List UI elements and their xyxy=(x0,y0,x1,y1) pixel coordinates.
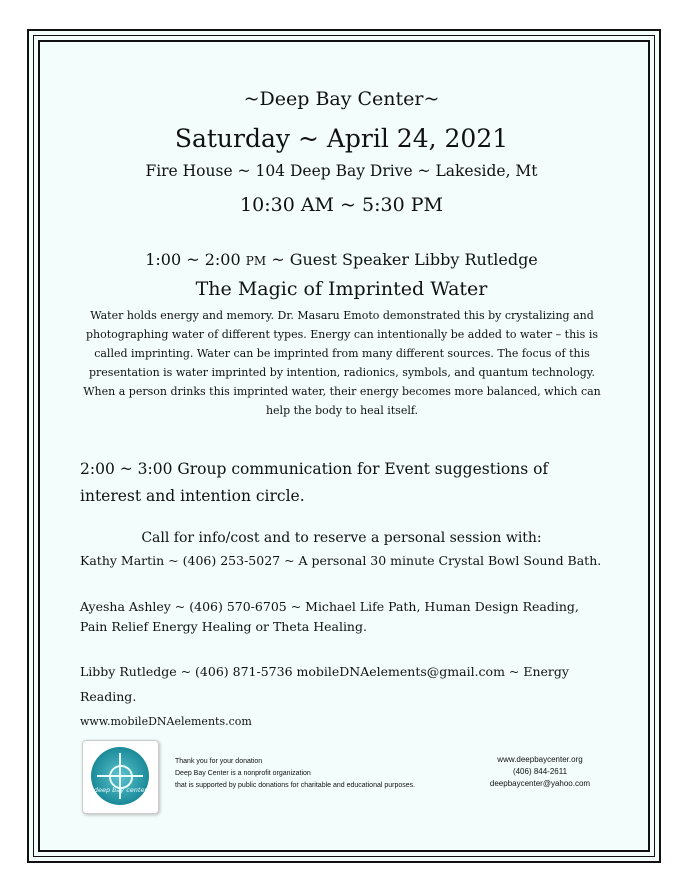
talk-time: 1:00 ~ 2:00 xyxy=(145,250,241,269)
talk-time-line xyxy=(0,250,683,269)
website-link[interactable]: www.deepbaycenter.org xyxy=(497,755,583,764)
deep-bay-center-logo xyxy=(82,740,159,814)
event-hours: 10:30 AM ~ 5:30 PM xyxy=(240,194,443,216)
call-to-reserve: Call for info/cost and to reserve a personal session with: xyxy=(141,530,542,546)
practitioner-kathy: Kathy Martin ~ (406) 253-5027 ~ A personal 30 minute Crystal Bowl Sound Bath. xyxy=(80,553,602,568)
practitioner-libby-website[interactable]: www.mobileDNAelements.com xyxy=(80,715,252,728)
group-session: 2:00 ~ 3:00 Group communication for Event suggestions of interest and intention circle. xyxy=(80,460,549,505)
contact-email[interactable]: deepbaycenter@yahoo.com xyxy=(489,779,591,788)
donation-note xyxy=(175,756,415,792)
talk-speaker: ~ Guest Speaker Libby Rutledge xyxy=(271,250,538,269)
contact-info xyxy=(470,754,610,790)
talk-description: Water holds energy and memory. Dr. Masaru Emoto demonstrated this by crystalizing and photographing water of different types. Energy can intentionally be added to water – this is called imprinting. Water can be imprinted from many different sources. The focus of this presentation is water imprinted by intention, radionics, symbols, and quantum technology. When a person drinks this imprinted water, their energy becomes more balanced, which can help the body to heal itself. xyxy=(83,309,601,417)
logo-disc xyxy=(91,747,149,805)
event-address: Fire House ~ 104 Deep Bay Drive ~ Lakeside, Mt xyxy=(145,162,538,180)
practitioner-ayesha: Ayesha Ashley ~ (406) 570-6705 ~ Michael Life Path, Human Design Reading, Pain Relief Energy Healing or Theta Healing. xyxy=(80,599,579,634)
center-name: ~Deep Bay Center~ xyxy=(243,88,440,110)
event-date: Saturday ~ April 24, 2021 xyxy=(174,124,509,153)
support-note: that is supported by public donations for charitable and educational purposes. xyxy=(175,782,416,789)
talk-title: The Magic of Imprinted Water xyxy=(195,278,488,300)
contact-phone: (406) 844-2611 xyxy=(512,767,568,776)
logo-text: deep bay center xyxy=(93,786,148,794)
nonprofit-note: Deep Bay Center is a nonprofit organization xyxy=(175,770,311,777)
donation-thanks: Thank you for your donation xyxy=(175,758,263,765)
talk-time-suffix: PM xyxy=(245,254,267,268)
practitioner-libby xyxy=(80,659,620,734)
practitioner-libby-line: Libby Rutledge ~ (406) 871-5736 mobileDNAelements@gmail.com ~ Energy Reading. xyxy=(80,664,569,704)
